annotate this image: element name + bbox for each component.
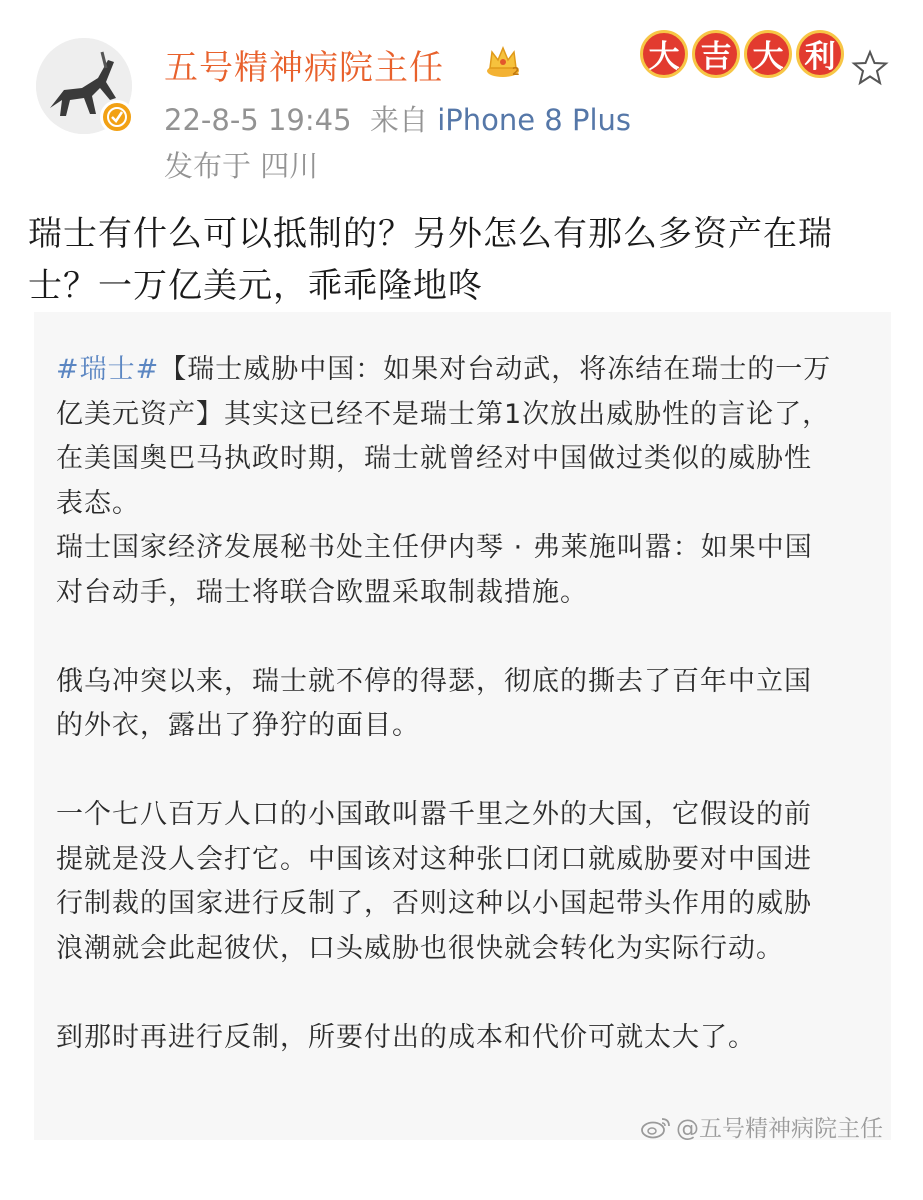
- post-header: [0, 0, 923, 190]
- username[interactable]: 五号精神病院主任: [164, 48, 444, 88]
- post-source-prefix: 来自: [369, 103, 428, 137]
- quoted-paragraph-3: 俄乌冲突以来，瑞士就不停的得瑟，彻底的撕去了百年中立国的外衣，露出了狰狞的面目。: [56, 665, 812, 741]
- post-location: 发布于 四川: [164, 149, 319, 183]
- quoted-paragraph-5: 到那时再进行反制，所要付出的成本和代价可就太大了。: [56, 1021, 756, 1053]
- quoted-paragraph-4: 一个七八百万人口的小国敢叫嚣千里之外的大国，它假设的前提就是没人会打它。中国该对这种张口闭口就威胁要对中国进行制裁的国家进行反制了，否则这种以小国起带头作用的威胁浪潮就会此起彼伏，口头威胁也很快就会转化为实际行动。: [56, 799, 812, 964]
- quoted-paragraph-1: [56, 348, 836, 526]
- fortune-char: 大: [744, 30, 792, 78]
- post-time: 22-8-5 19:45: [164, 103, 352, 137]
- svg-text:2: 2: [512, 65, 520, 78]
- hashtag-link[interactable]: #瑞士#: [56, 354, 160, 385]
- quoted-paragraph-2: 瑞士国家经济发展秘书处主任伊内琴 · 弗莱施叫嚣：如果中国对台动手，瑞士将联合欧盟采取制裁措施。: [56, 532, 813, 608]
- watermark-text: @五号精神病院主任: [676, 1116, 883, 1142]
- star-icon[interactable]: [850, 48, 890, 88]
- quoted-text: [56, 348, 836, 1060]
- fortune-char: 大: [640, 30, 688, 78]
- fortune-char: 吉: [692, 30, 740, 78]
- weibo-logo-icon: [640, 1115, 672, 1139]
- verified-badge-icon: [100, 100, 134, 134]
- post-device[interactable]: iPhone 8 Plus: [437, 103, 632, 137]
- post-meta: [164, 98, 631, 139]
- watermark: [640, 1110, 883, 1143]
- fortune-badge[interactable]: [640, 30, 844, 78]
- post-text: 瑞士有什么可以抵制的？另外怎么有那么多资产在瑞士？一万亿美元，乖乖隆地咚: [28, 214, 833, 306]
- paragraph-text: 【瑞士威胁中国：如果对台动武，将冻结在瑞士的一万亿美元资产】其实这已经不是瑞士第1次放出威胁性的言论了，在美国奥巴马执政时期，瑞士就曾经对中国做过类似的威胁性表态。: [56, 354, 832, 519]
- crown-icon[interactable]: [484, 42, 522, 80]
- fortune-char: 利: [796, 30, 844, 78]
